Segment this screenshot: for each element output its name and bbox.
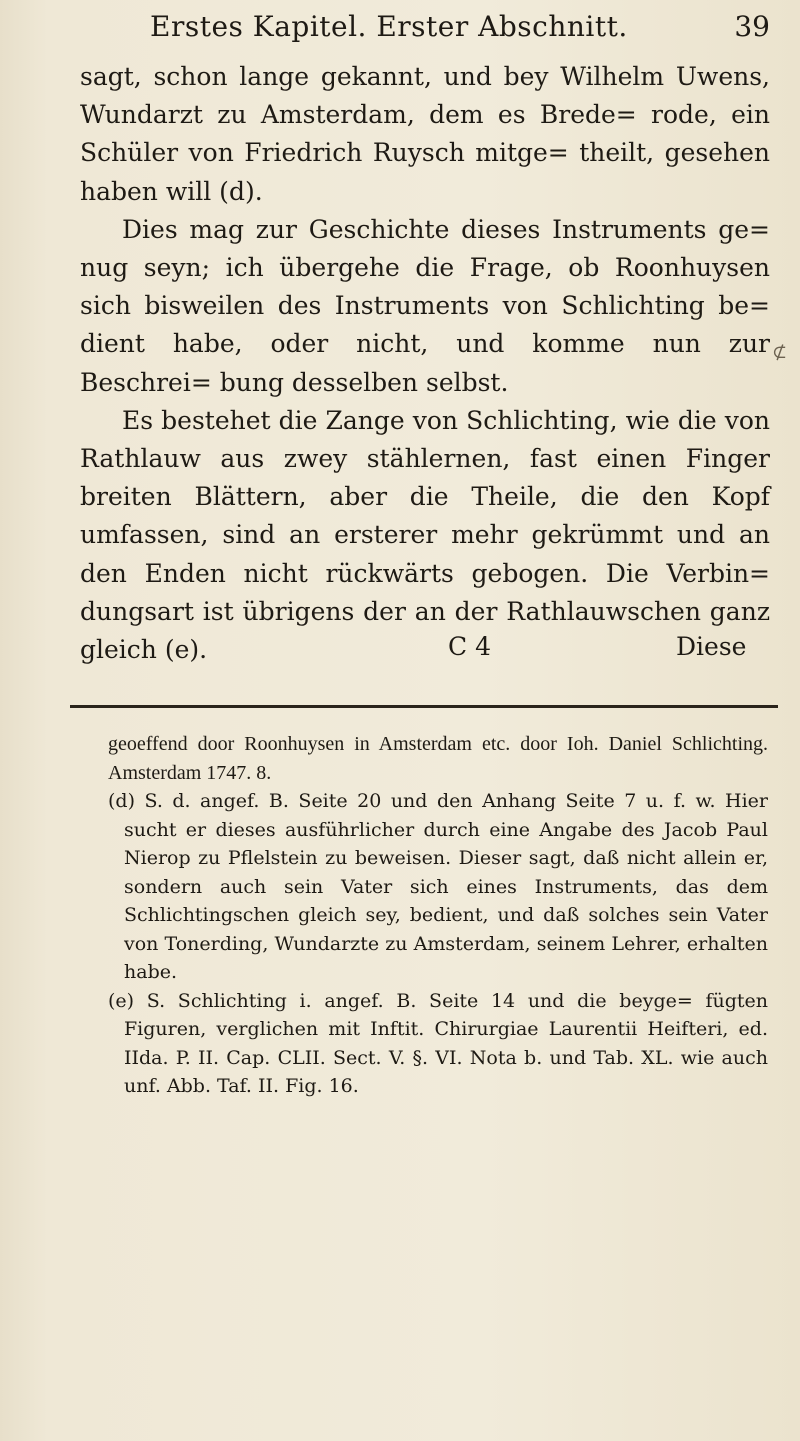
catchword: Diese: [676, 632, 747, 661]
footnote-rule: [70, 705, 778, 708]
main-text: [80, 58, 770, 669]
margin-mark: ⊄: [772, 342, 788, 363]
running-title: Erstes Kapitel. Erster Abschnitt.: [150, 10, 628, 43]
signature-mark: C 4: [448, 632, 491, 661]
page-header: [150, 6, 770, 48]
paragraph: Es bestehet die Zange von Schlichting, wie die von Rathlauw aus zwey stählernen, fast einen Finger breiten Blättern, aber die Theile, die den Kopf umfassen, sind an ersterer mehr gekrümmt und an den Enden nicht rückwärts gebogen. Die Verbin= dungsart ist übrigens der an der Rathlauwschen ganz gleich (e).: [80, 405, 770, 665]
paragraph: sagt, schon lange gekannt, und bey Wilhelm Uwens, Wundarzt zu Amsterdam, dem es Brede= rode, ein Schüler von Friedrich Ruysch mitge= theilt, gesehen haben will (d).: [80, 62, 770, 206]
footnote-continuation: geoeffend door Roonhuysen in Amsterdam etc. door Ioh. Daniel Schlichting. Amsterdam 1747. 8.: [108, 733, 768, 784]
footnotes: [108, 730, 768, 1101]
footnote-e: (e) S. Schlichting i. angef. B. Seite 14 und die beyge= fügten Figuren, verglichen mit Inftit. Chirurgiae Laurentii Heifteri, ed. IIda. P. II. Cap. CLII. Sect. V. §. VI. Nota b. und Tab. XL. wie auch unf. Abb. Taf. II. Fig. 16.: [108, 989, 768, 1097]
paragraph: Dies mag zur Geschichte dieses Instruments ge= nug seyn; ich übergehe die Frage, ob Roonhuysen sich bisweilen des Instruments von Schlichting be= dient habe, oder nicht, und komme nun zur Beschrei= bung desselben selbst.: [80, 214, 770, 397]
page-number: 39: [734, 10, 770, 43]
footnote-d: (d) S. d. angef. B. Seite 20 und den Anhang Seite 7 u. f. w. Hier sucht er dieses ausführlicher durch eine Angabe des Jacob Paul Nierop zu Pflelstein zu beweisen. Dieser sagt, daß nicht allein er, sondern auch sein Vater sich eines Instruments, das dem Schlichtingschen gleich sey, bedient, und daß solches sein Vater von Tonerding, Wundarzte zu Amsterdam, seinem Lehrer, erhalten habe.: [108, 790, 768, 983]
